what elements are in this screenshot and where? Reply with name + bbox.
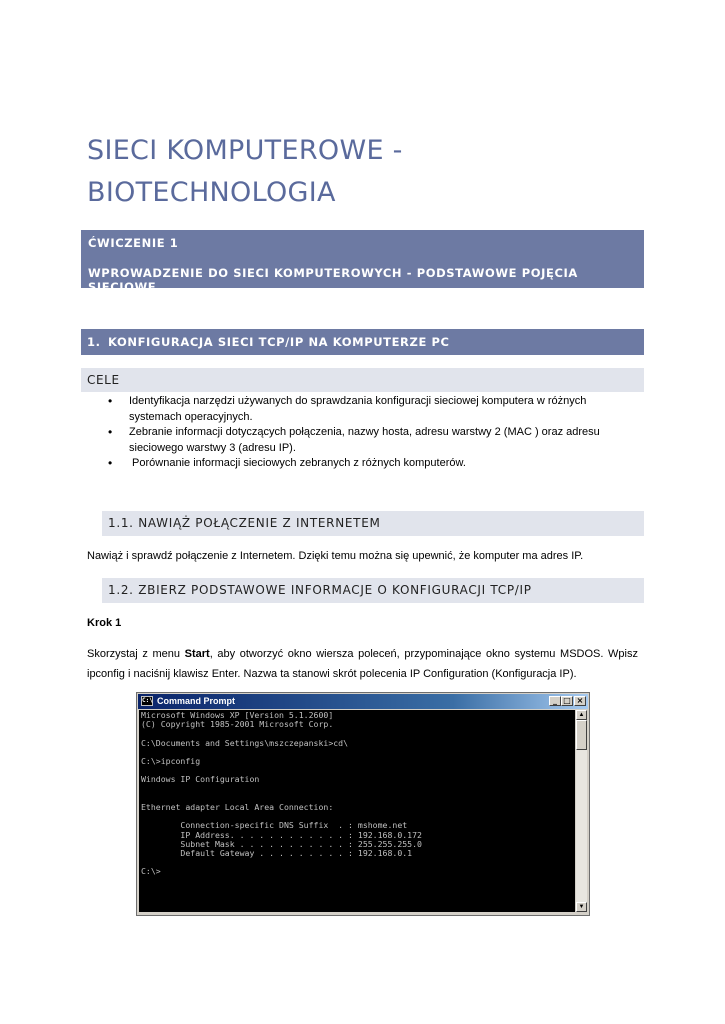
exercise-banner: [81, 230, 644, 294]
title-line-2: BIOTECHNOLOGIA: [87, 177, 336, 208]
cmd-line: (C) Copyright 1985-2001 Microsoft Corp.: [141, 719, 334, 730]
cmd-line: Subnet Mask . . . . . . . . . . . : 255.255.255.0: [141, 838, 422, 849]
cmd-line: Microsoft Windows XP [Version 5.1.2600]: [141, 710, 334, 720]
cmd-line: C:\Documents and Settings\mszczepanski>cd\: [141, 737, 349, 748]
exercise-subtitle: WPROWADZENIE DO SIECI KOMPUTEROWYCH - PODSTAWOWE POJĘCIA SIECIOWE: [88, 266, 578, 294]
cmd-scrollbar: [576, 710, 587, 912]
command-prompt-screenshot: [136, 692, 590, 916]
document-title: [87, 130, 647, 214]
goal-text: Porównanie informacji sieciowych zebranych z różnych komputerów.: [129, 457, 466, 469]
subsection-1-2-heading: [102, 578, 644, 603]
subsection-1-1-title: 1.1. NAWIĄŻ POŁĄCZENIE Z INTERNETEM: [108, 516, 381, 530]
goal-text: Zebranie informacji dotyczących połączenia, nazwy hosta, adresu warstwy 2 (MAC ) oraz adresu sieciowego warstwy 3 (adresu IP).: [129, 426, 600, 454]
subsection-1-1-text: Nawiąż i sprawdź połączenie z Internetem. Dzięki temu można się upewnić, że komputer ma adres IP.: [87, 550, 584, 562]
minimize-icon: _: [549, 696, 561, 706]
goals-heading: [81, 368, 644, 392]
cmd-line: Connection-specific DNS Suffix . : mshome.net: [141, 820, 408, 831]
subsection-1-2-title: 1.2. ZBIERZ PODSTAWOWE INFORMACJE O KONFIGURACJI TCP/IP: [108, 583, 532, 597]
subsection-1-1-heading: [102, 511, 644, 536]
cmd-line: IP Address. . . . . . . . . . . . : 192.168.0.172: [141, 829, 422, 840]
bullet: •: [108, 425, 113, 439]
cmd-line: Default Gateway . . . . . . . . . : 192.168.0.1: [141, 848, 413, 859]
maximize-icon: □: [561, 696, 573, 706]
close-icon: ×: [574, 696, 586, 706]
instruction-text-after: , aby otworzyć okno wiersza poleceń, przypominające okno systemu MSDOS. Wpisz ipconfig i naciśnij klawisz Enter. Nazwa ta stanowi skrót polecenia IP Configuration (Konfiguracja IP).: [87, 648, 638, 680]
section-1-number: 1.: [87, 335, 101, 349]
goals-list: [108, 394, 608, 472]
cmd-line: [141, 748, 573, 757]
goals-heading-label: CELE: [87, 373, 120, 387]
cmd-line: Ethernet adapter Local Area Connection:: [141, 802, 334, 813]
title-line-1: SIECI KOMPUTEROWE -: [87, 135, 403, 166]
cmd-console-output: [139, 710, 575, 912]
cmd-line: [141, 785, 573, 794]
scroll-up-icon: ▲: [576, 710, 587, 720]
list-item: [108, 425, 608, 456]
step-label: Krok 1: [87, 617, 122, 629]
scroll-down-icon: ▼: [576, 902, 587, 912]
cmd-window-title: Command Prompt: [157, 696, 236, 706]
cmd-app-icon: C:\: [142, 697, 153, 704]
section-1-title: KONFIGURACJA SIECI TCP/IP NA KOMPUTERZE PC: [108, 335, 450, 349]
exercise-label: ĆWICZENIE 1: [88, 236, 179, 250]
list-item: [108, 456, 608, 472]
cmd-line: C:\>: [141, 866, 161, 877]
goal-text: Identyfikacja narzędzi używanych do sprawdzania konfiguracji sieciowej komputera w różnych systemach operacyjnych.: [129, 395, 587, 423]
step-1-instructions: [87, 644, 638, 684]
scroll-thumb: [576, 720, 587, 750]
bullet: •: [108, 456, 113, 470]
bullet: •: [108, 394, 113, 408]
cmd-titlebar: [138, 694, 588, 709]
cmd-line: [141, 858, 573, 867]
list-item: [108, 394, 608, 425]
cmd-line: C:\>ipconfig: [141, 756, 201, 767]
instruction-text-before: Skorzystaj z menu: [87, 648, 185, 660]
start-menu-term: Start: [184, 648, 210, 660]
cmd-line: Windows IP Configuration: [141, 774, 260, 785]
section-1-heading: [81, 329, 644, 355]
